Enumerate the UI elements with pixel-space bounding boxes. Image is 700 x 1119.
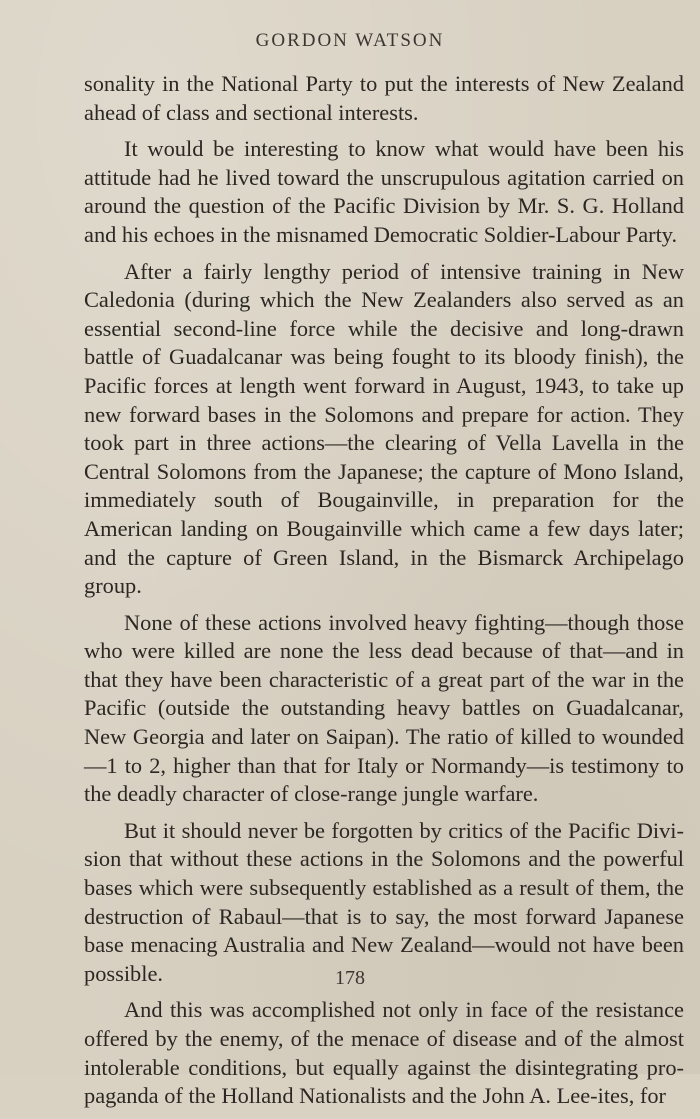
paragraph: It would be interesting to know what would have been his attitude had he lived toward the unscrupulous agitation carried on around the question of the Pacific Division by Mr. S. G. Holland and his echoes in the misnamed Democratic Soldier-Labour Party. <box>84 136 684 247</box>
paragraph: None of these actions involved heavy fighting—though those who were killed are none the less dead because of that—and in that they have been characteristic of a great part of the war in the Pacific (outside the outstanding heavy battles on Guadalcanar, New Georgia and later on Saipan). The ratio of killed to wounded—1 to 2, higher than that for Italy or Normandy—is testimony to the deadly character of close-range jungle warfare. <box>84 609 684 807</box>
body-text <box>84 70 684 1119</box>
paragraph-continuation: sonality in the National Party to put the interests of New Zealand ahead of class and sectional interests. <box>84 71 684 125</box>
paragraph: And this was accomplished not only in face of the resistance offered by the enemy, of the menace of disease and of the almost intolerable conditions, but equally against the disintegrating propaganda of the Holland Nationalists and the John A. Lee-ites, for <box>84 997 684 1109</box>
page-number: 178 <box>335 967 365 989</box>
paragraph: After a fairly lengthy period of intensive training in New Caledonia (during which the New Zealanders also served as an essential second-line force while the decisive and long-drawn battle of Guadalcanar was being fought to its bloody finish), the Pacific forces at length went forward in August, 1943, to take up new forward bases in the Solomons and prepare for action. They took part in three actions—the clearing of Vella Lavella in the Central Solomons from the Japanese; the capture of Mono Island, immediately south of Bougainville, in preparation for the American landing on Bougainville which came a few days later; and the capture of Green Island, in the Bismarck Archipelago group. <box>84 258 684 599</box>
running-head: GORDON WATSON <box>255 30 445 51</box>
paragraph: But it should never be forgotten by critics of the Pacific Division that without these actions in the Solomons and the powerful bases which were subsequently established as a result of them, the destruction of Rabaul—that is to say, the most forward Japanese base menacing Australia and New Zealand—would not have been possible. <box>84 817 684 986</box>
